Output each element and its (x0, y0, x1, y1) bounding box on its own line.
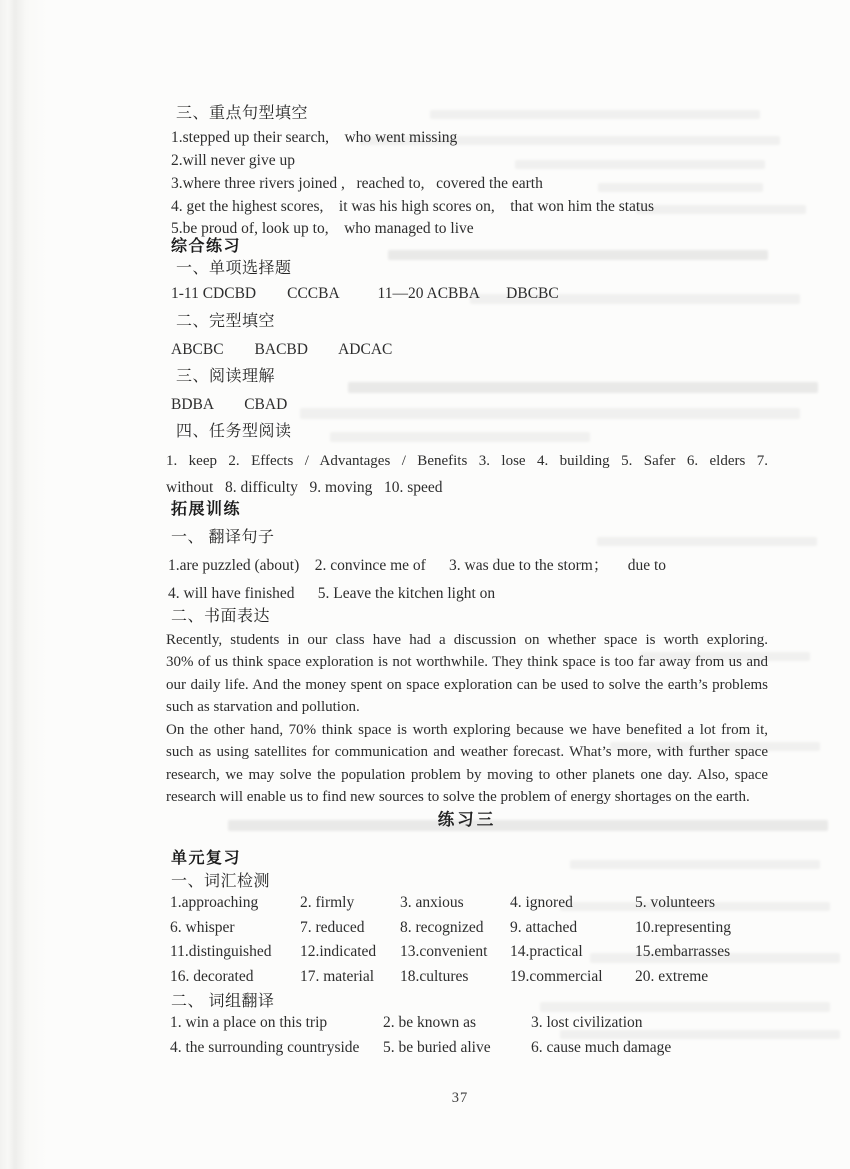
essay-line: Recently, students in our class have had a discussion on whether space is worth exploring. (166, 632, 768, 648)
essay-line: such as starvation and pollution. (166, 699, 360, 716)
vocab-cell: 16. decorated (170, 967, 254, 985)
essay-line: 30% of us think space exploration is not worthwhile. They think space is too far away from us and (166, 654, 768, 671)
vocab-cell: 1.approaching (170, 894, 259, 911)
bleed-through-artifact (515, 160, 765, 169)
bleed-through-artifact (300, 408, 800, 419)
translation-line2: 4. will have finished 5. Leave the kitchen light on (168, 585, 496, 602)
bleed-through-artifact (430, 110, 760, 119)
heading-cloze: 二、完型填空 (176, 313, 276, 330)
vocab-cell: 10.representing (635, 918, 731, 936)
bleed-through-artifact (348, 382, 818, 393)
answer-line: 3.where three rivers joined , reached to, covered the earth (171, 175, 543, 192)
heading-translation: 一、 翻译句子 (171, 529, 275, 546)
vocab-cell: 2. firmly (300, 894, 355, 911)
cloze-answers: ABCBC BACBD ADCAC (171, 341, 393, 358)
vocab-cell: 5. volunteers (635, 894, 716, 911)
heading-task-reading: 四、任务型阅读 (176, 423, 292, 440)
essay-line: research, we may solve the population problem by moving to other planets one day. Also, space (166, 766, 768, 783)
heading-reading-comprehension: 三、阅读理解 (176, 368, 276, 385)
bleed-through-artifact (598, 183, 763, 192)
bleed-through-artifact (597, 537, 817, 546)
scan-crease (0, 0, 48, 1169)
phrase-cell: 2. be known as (383, 1014, 476, 1031)
vocab-cell: 6. whisper (170, 918, 235, 936)
essay-paragraph-2 (166, 719, 768, 809)
heading-expansion-training: 拓展训练 (171, 501, 242, 518)
page-number: 37 (451, 1090, 469, 1106)
heading-comprehensive-practice: 综合练习 (171, 238, 242, 255)
vocab-cell: 9. attached (510, 918, 578, 936)
essay-line: research will enable us to find new sources to solve the problem of energy shortages on the earth. (166, 789, 750, 806)
vocab-cell: 3. anxious (400, 894, 464, 911)
vocab-cell: 14.practical (510, 943, 583, 960)
vocab-cell: 17. material (300, 967, 375, 985)
phrase-cell: 5. be buried alive (383, 1038, 491, 1056)
phrase-grid (170, 1014, 768, 1063)
bleed-through-artifact (388, 250, 768, 260)
phrase-cell: 1. win a place on this trip (170, 1014, 328, 1031)
answer-line: 2.will never give up (171, 152, 295, 169)
vocab-cell: 18.cultures (400, 967, 469, 985)
heading-unit-review: 单元复习 (171, 850, 242, 867)
phrase-cell: 4. the surrounding countryside (170, 1038, 360, 1056)
bleed-through-artifact (330, 432, 590, 442)
task-answers-line2: without 8. difficulty 9. moving 10. speed (166, 479, 443, 496)
essay-line: such as using satellites for communication and weather forecast. What’s more, with further space (166, 744, 768, 761)
bleed-through-artifact (570, 860, 820, 869)
heading-vocab-check: 一、词汇检测 (171, 873, 271, 890)
reading-answers: BDBA CBAD (171, 396, 288, 413)
exercise-divider: 练习三 (437, 810, 497, 829)
essay-line: On the other hand, 70% think space is worth exploring because we have benefited a lot from it, (166, 722, 768, 738)
heading-key-sentence-fill: 三、重点句型填空 (176, 105, 309, 122)
task-answers-line1: 1. keep 2. Effects / Advantages / Benefits 3. lose 4. building 5. Safer 6. elders 7. (166, 453, 768, 469)
vocab-cell: 15.embarrasses (635, 943, 731, 960)
multiple-choice-answers: 1-11 CDCBD CCCBA 11—20 ACBBA DBCBC (171, 285, 559, 302)
answer-line: 1.stepped up their search, who went missing (171, 129, 458, 146)
bleed-through-artifact (636, 205, 806, 214)
essay-paragraph-1 (166, 629, 768, 719)
phrase-cell: 3. lost civilization (531, 1014, 643, 1031)
vocab-grid (170, 894, 768, 992)
vocab-cell: 11.distinguished (170, 943, 272, 960)
translation-line1: 1.are puzzled (about) 2. convince me of 3. was due to the storm； due to (168, 557, 667, 574)
essay-line: our daily life. And the money spent on space exploration can be used to solve the earth’s problems (166, 676, 768, 693)
answer-line: 4. get the highest scores, it was his high scores on, that won him the status (171, 198, 655, 215)
bleed-through-artifact (540, 1002, 830, 1012)
answer-line: 5.be proud of, look up to, who managed to live (171, 220, 474, 237)
heading-multiple-choice: 一、单项选择题 (176, 260, 292, 277)
vocab-cell: 19.commercial (510, 967, 603, 985)
vocab-cell: 20. extreme (635, 967, 709, 985)
vocab-cell: 7. reduced (300, 918, 365, 936)
vocab-cell: 13.convenient (400, 943, 488, 960)
phrase-cell: 6. cause much damage (531, 1038, 672, 1056)
vocab-cell: 4. ignored (510, 894, 573, 911)
heading-written-expression: 二、书面表达 (171, 608, 271, 625)
vocab-cell: 8. recognized (400, 918, 484, 936)
heading-phrase-translation: 二、 词组翻译 (171, 993, 275, 1010)
vocab-cell: 12.indicated (300, 943, 377, 960)
